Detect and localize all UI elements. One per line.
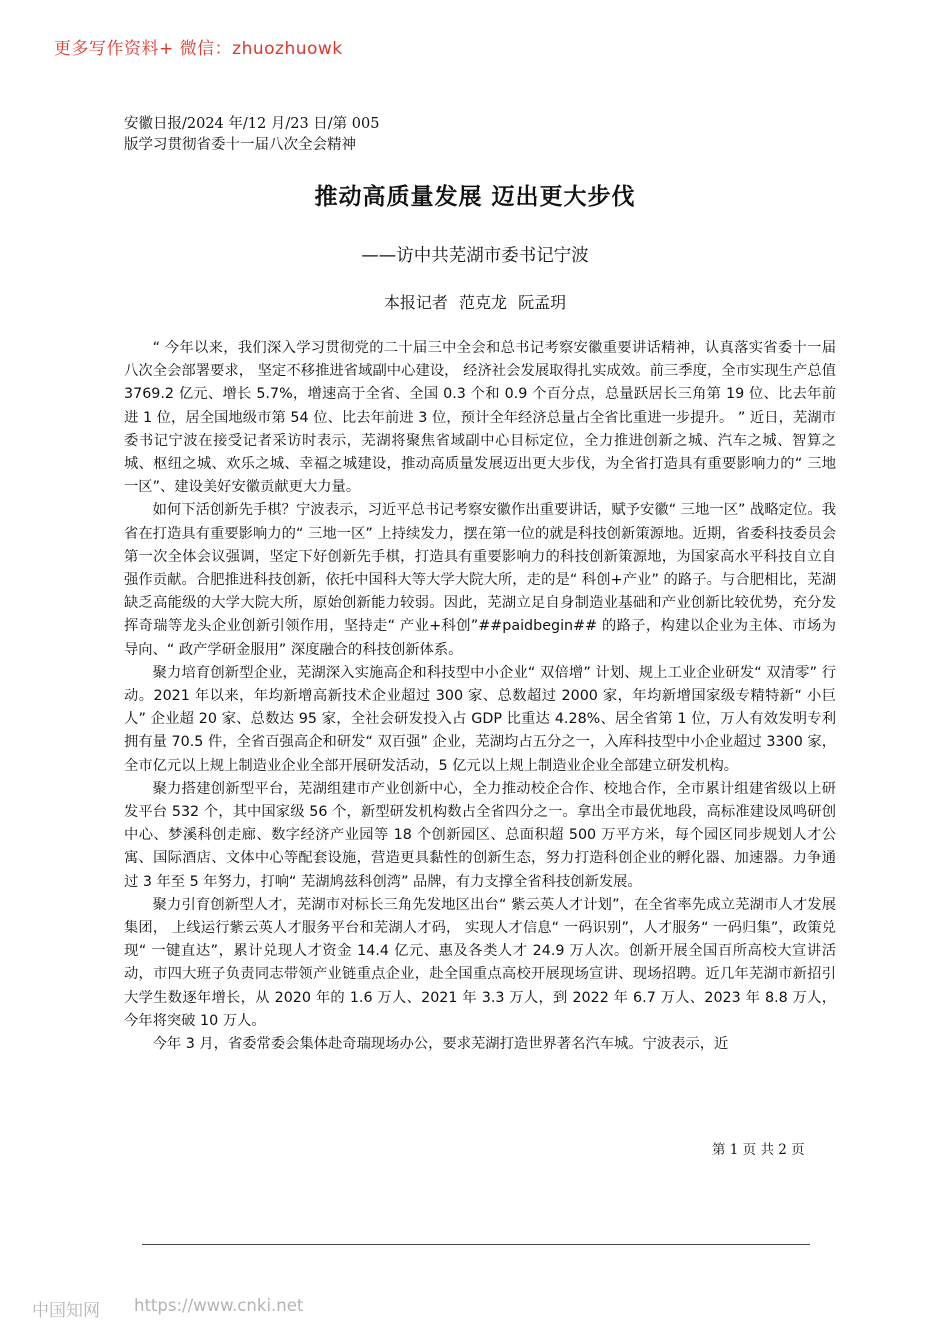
article-byline: 本报记者 范克龙 阮孟玥 — [383, 293, 567, 312]
page-number: 第 1 页 共 2 页 — [712, 1142, 805, 1158]
paragraph-2: 如何下活创新先手棋？宁波表示，习近平总书记考察安徽作出重要讲话，赋予安徽“ 三地一区” 战略定位。我省在打造具有重要影响力的“ 三地一区” 上持续发力，摆在第一位的就是科技创新策源地。近期，省委科技委员会第一次全体会议强调，坚定下好创新先手棋，打造具有重要影响力的科技创新策源地，为国家高水平科技自立自强作贡献。合肥推进科技创新，依托中国科大等大学大院大所，走的是“ 科创+产业” 的路子。与合肥相比，芜湖缺乏高能级的大学大院大所，原始创新能力较弱。因此，芜湖立足自身制造业基础和产业创新比较优势，充分发挥奇瑞等龙头企业创新引领作用，坚持走“ 产业+科创”##paidbegin## 的路子，构建以企业为主体、市场为导向、“ 政产学研金服用” 深度融合的科技创新体系。 — [124, 502, 836, 658]
paragraph-1: “ 今年以来，我们深入学习贯彻党的二十届三中全会和总书记考察安徽重要讲话精神，认真落实省委十一届八次全会部署要求， 坚定不移推进省域副中心建设， 经济社会发展取得扎实成效。前三季度，全市实现生产总值 3769.2 亿元、增长 5.7%，增速高于全省、全国 0.3 个和 0.9 个百分点，总量跃居长三角第 19 位、比去年前进 1 位，居全国地级市第 54 位、比去年前进 3 位，预计全年经济总量占全省比重进一步提升。 ” 近日，芜湖市委书记宁波在接受记者采访时表示，芜湖将聚焦省域副中心目标定位，全力推进创新之城、汽车之城、智算之城、枢纽之城、欢乐之城、幸福之城建设，推动高质量发展迈出更大步伐，为全省打造具有重要影响力的“ 三地一区”、建设美好安徽贡献更大力量。 — [124, 340, 836, 496]
article-body — [124, 337, 836, 1056]
source-line-1: 安徽日报/2024 年/12 月/23 日/第 005 — [124, 116, 380, 132]
cnki-url[interactable]: https://www.cnki.net — [134, 1296, 304, 1315]
paragraph-5: 聚力引育创新型人才，芜湖市对标长三角先发地区出台“ 紫云英人才计划”，在全省率先成立芜湖市人才发展集团， 上线运行紫云英人才服务平台和芜湖人才码， 实现人才信息“ 一码识别”，人才服务“ 一码归集”，政策兑现“ 一键直达”，累计兑现人才资金 14.4 亿元、惠及各类人才 24.9 万人次。创新开展全国百所高校大宣讲活动，市四大班子负责同志带领产业链重点企业，赴全国重点高校开展现场宣讲、现场招聘。近几年芜湖市新招引大学生数逐年增长，从 2020 年的 1.6 万人、2021 年 3.3 万人，到 2022 年 6.7 万人、2023 年 8.8 万人，今年将突破 10 万人。 — [124, 896, 836, 1029]
article-title: 推动高质量发展 迈出更大步伐 — [314, 184, 636, 210]
article-subtitle: ——访中共芜湖市委书记宁波 — [361, 246, 589, 266]
footer-divider — [142, 1244, 810, 1245]
source-info — [124, 114, 824, 156]
paragraph-4: 聚力搭建创新型平台，芜湖组建市产业创新中心，全力推动校企合作、校地合作，全市累计组建省级以上研发平台 532 个，其中国家级 56 个，新型研发机构数占全省四分之一。拿出全市最优地段，高标准建设凤鸣研创中心、梦溪科创走廊、数字经济产业园等 18 个创新园区、总面积超 500 万平方米，每个园区同步规划人才公寓、国际酒店、文体中心等配套设施，营造更具黏性的创新生态，努力打造科创企业的孵化器、加速器。力争通过 3 年至 5 年努力，打响“ 芜湖鸠兹科创湾” 品牌，有力支撑全省科技创新发展。 — [124, 780, 836, 890]
paragraph-3: 聚力培育创新型企业，芜湖深入实施高企和科技型中小企业“ 双倍增” 计划、规上工业企业研发“ 双清零” 行动。2021 年以来，年均新增高新技术企业超过 300 家、总数超过 2000 家，年均新增国家级专精特新“ 小巨人” 企业超 20 家、总数达 95 家，全社会研发投入占 GDP 比重达 4.28%、居全省第 1 位，万人有效发明专利拥有量 70.5 件，全省百强高企和研发“ 双百强” 企业，芜湖均占五分之一，入库科技型中小企业超过 3300 家，全市亿元以上规上制造业企业全部开展研发活动，5 亿元以上规上制造业企业全部建立研发机构。 — [124, 664, 836, 774]
paragraph-6: 今年 3 月，省委常委会集体赴奇瑞现场办公，要求芜湖打造世界著名汽车城。宁波表示，近 — [152, 1036, 729, 1053]
watermark-text: 更多写作资料+ 微信：zhuozhuowk — [54, 39, 343, 59]
cnki-logo: 中国知网 — [32, 1301, 100, 1321]
source-line-2: 版学习贯彻省委十一届八次全会精神 — [124, 137, 356, 153]
